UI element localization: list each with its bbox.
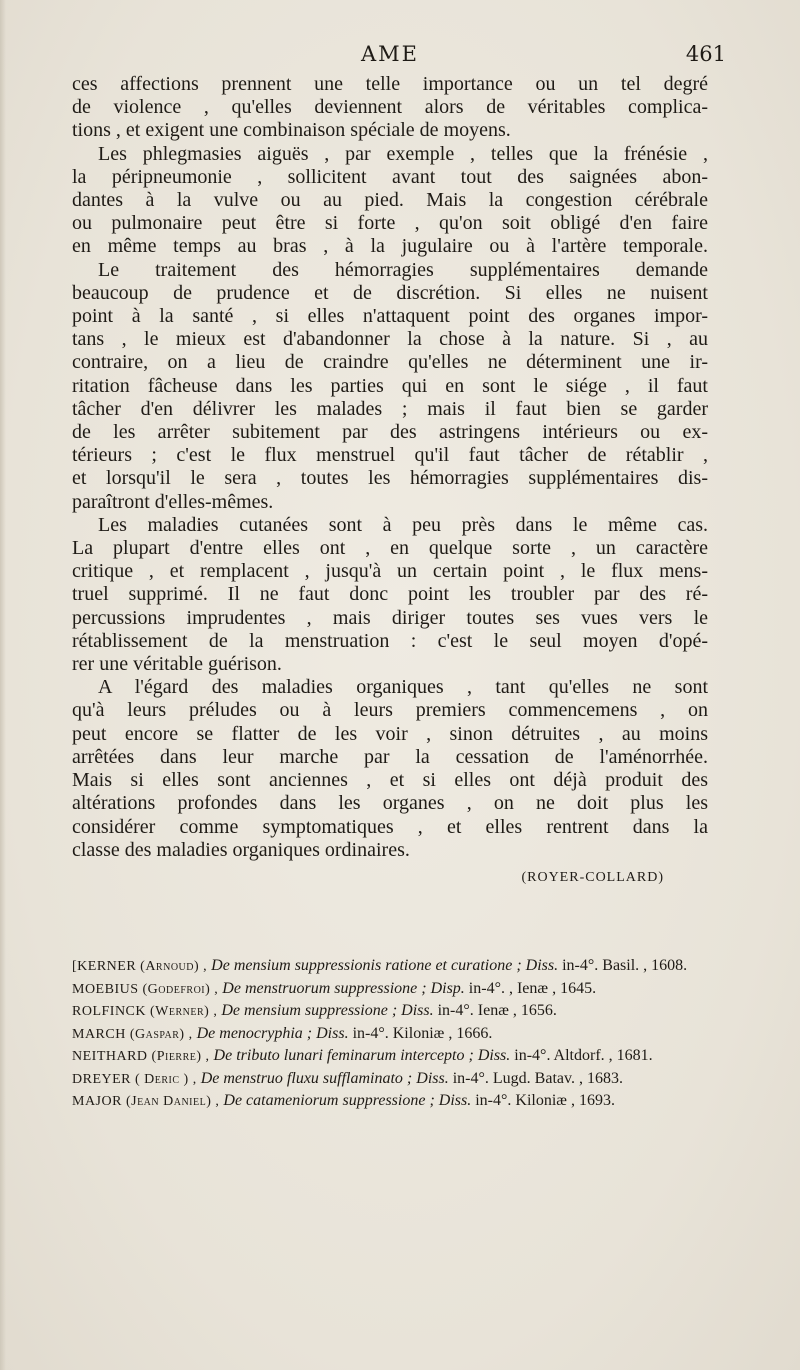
bib-title: De mensium suppressione ; Diss. (221, 1002, 434, 1019)
text-line: de violence , qu'elles deviennent alors de véritables complica- (72, 96, 708, 119)
text-line: et lorsqu'il le sera , toutes les hémorragies supplémentaires dis- (72, 467, 708, 490)
bib-details: in-4°. Lugd. Batav. , 1683. (452, 1069, 623, 1087)
bib-title: De menstruorum suppressione ; Disp. (222, 979, 465, 997)
bib-details: in-4°. Kiloniæ , 1666. (352, 1024, 493, 1042)
text-line: truel supprimé. Il ne faut donc point les troubler par des ré- (72, 583, 708, 606)
bib-author: MARCH (Gaspar) , (72, 1026, 193, 1042)
bib-title: De menstruo fluxu sufflaminato ; Diss. (200, 1069, 449, 1087)
text-line: classe des maladies organiques ordinaires. (72, 838, 410, 861)
bib-author: MOEBIUS (Godefroi) , (72, 981, 219, 997)
text-line: rétablissement de la menstruation : c'est le seul moyen d'opé- (72, 629, 708, 652)
text-line: A l'égard des maladies organiques , tant qu'elles ne sont (98, 676, 708, 699)
bib-title: De menocryphia ; Diss. (196, 1024, 349, 1042)
bib-author: [KERNER (Arnoud) , (72, 959, 208, 974)
bib-author: ROLFINCK (Werner) , (72, 1004, 218, 1019)
text-line: considérer comme symptomatiques , et elles rentrent dans la (72, 815, 708, 838)
text-line: Les maladies cutanées sont à peu près dans le même cas. (98, 513, 708, 536)
bib-title: De tributo lunari feminarum intercepto ; Diss. (213, 1047, 511, 1064)
text-line: peut encore se flatter de les voir , sinon détruites , au moins (72, 722, 708, 745)
running-title: AME (361, 42, 419, 66)
bibliography-entry (72, 1001, 712, 1022)
text-line: tions , et exigent une combinaison spéciale de moyens. (72, 119, 511, 142)
bib-details: in-4°. Altdorf. , 1681. (514, 1047, 653, 1064)
text-line: contraire, on a lieu de craindre qu'elles ne déterminent une ir- (72, 351, 708, 374)
bibliography-entry (72, 1069, 712, 1090)
text-line: critique , et remplacent , jusqu'à un certain point , le flux mens- (72, 560, 708, 583)
paragraph-5 (72, 676, 708, 862)
text-line: térieurs ; c'est le flux menstruel qu'il faut tâcher de rétablir , (72, 444, 708, 467)
text-line: ces affections prennent une telle importance ou un tel degré (72, 73, 708, 95)
text-line: ou pulmonaire peut être si forte , qu'on soit obligé d'en faire (72, 212, 708, 235)
text-line: la péripneumonie , sollicitent avant tout des saignées abon- (72, 165, 708, 188)
bibliography-entry (72, 1091, 712, 1112)
bib-details: in-4°. Basil. , 1608. (562, 957, 688, 974)
bib-author: DREYER ( Deric ) , (72, 1071, 197, 1087)
paragraph-4 (72, 514, 708, 676)
bibliography (72, 956, 712, 1114)
bib-title: De catameniorum suppressione ; Diss. (223, 1092, 472, 1109)
text-line: Le traitement des hémorragies supplémentaires demande (98, 258, 708, 281)
bibliography-entry (72, 956, 712, 977)
text-line: paraîtront d'elles-mêmes. (72, 490, 274, 513)
text-line: beaucoup de prudence et de discrétion. Si elles ne nuisent (72, 281, 708, 304)
text-line: rer une véritable guérison. (72, 653, 282, 676)
bibliography-entry (72, 1024, 712, 1045)
author-signature: (ROYER-COLLARD) (521, 869, 664, 885)
text-line: qu'à leurs préludes ou à leurs premiers commencemens , on (72, 699, 708, 722)
text-line: dantes à la vulve ou au pied. Mais la congestion cérébrale (72, 189, 708, 212)
bib-details: in-4°. , Ienæ , 1645. (468, 979, 597, 997)
page-spine-shadow (0, 0, 6, 1370)
bibliography-entry (72, 1046, 712, 1067)
text-line: en même temps au bras , à la jugulaire ou à l'artère temporale. (72, 235, 708, 258)
bib-title: De mensium suppressionis ratione et curatione ; Diss. (211, 957, 559, 974)
article-body (72, 73, 708, 886)
text-line: arrêtées dans leur marche par la cessation de l'aménorrhée. (72, 745, 708, 768)
text-line: point à la santé , si elles n'attaquent point des organes impor- (72, 305, 708, 328)
bib-details: in-4°. Ienæ , 1656. (437, 1002, 557, 1019)
bib-details: in-4°. Kiloniæ , 1693. (475, 1092, 615, 1109)
paragraph-1 (72, 73, 708, 143)
page-header (72, 42, 726, 72)
bib-author: MAJOR (Jean Daniel) , (72, 1094, 220, 1109)
bibliography-entry (72, 979, 712, 1000)
text-line: tâcher d'en délivrer les malades ; mais il faut bien se garder (72, 397, 708, 420)
text-line: altérations profondes dans les organes , on ne doit plus les (72, 792, 708, 815)
paragraph-3 (72, 259, 708, 514)
paragraph-2 (72, 143, 708, 259)
text-line: Mais si elles sont anciennes , et si elles ont déjà produit des (72, 769, 708, 792)
text-line: La plupart d'entre elles ont , en quelque sorte , un caractère (72, 537, 708, 560)
text-line: percussions imprudentes , mais diriger toutes ses vues vers le (72, 606, 708, 629)
text-line: de les arrêter subitement par des astringens intérieurs ou ex- (72, 421, 708, 444)
text-line: Les phlegmasies aiguës , par exemple , telles que la frénésie , (98, 142, 708, 165)
text-line: tans , le mieux est d'abandonner la chose à la nature. Si , au (72, 328, 708, 351)
text-line: ritation fâcheuse dans les parties qui en sont le siége , il faut (72, 374, 708, 397)
bib-author: NEITHARD (Pierre) , (72, 1049, 210, 1064)
page-number: 461 (685, 42, 726, 66)
